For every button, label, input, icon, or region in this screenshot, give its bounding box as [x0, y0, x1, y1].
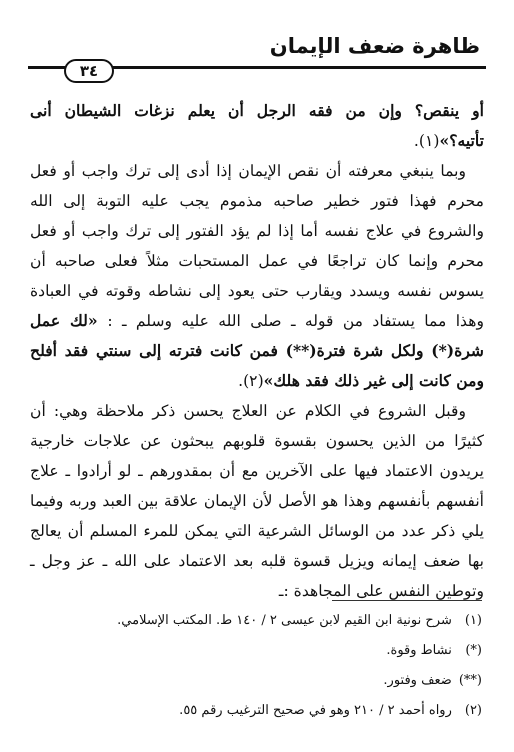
- paragraph-2: وبما ينبغي معرفته أن نقص الإيمان إذا أدى إلى ترك واجب أو فعل محرم فهذا فتور خطير صاحبه مذموم يجب عليه التوبة إلى الله والشروع في علاج نفسه أما إذا لم يؤد الفتور إلى ترك واجب أو فعل محرم وإنما كان تراجعًا في عمل المستحبات مثلاً فعلى صاحبه أن يسوس نفسه ويسدد ويقارب حتى يعود إلى نشاطه وقوته في العبادة وهذا مما يستفاد من قوله ـ صلى الله عليه وسلم ـ : «لك عمل شرة(*) ولكل شرة فترة(**) فمن كانت فترته إلى سنتي فقد أفلح ومن كانت إلى غير ذلك فقد هلك»(٢).: [30, 162, 484, 390]
- page-header: [28, 26, 486, 80]
- paragraph-1: أو ينقص؟ وإن من فقه الرجل أن يعلم نزغات الشيطان أنى تأتيه؟»(١).: [30, 101, 484, 150]
- page-number: ٣٤: [64, 59, 114, 83]
- footnote-rule: [332, 600, 482, 601]
- footnotes: [60, 600, 482, 731]
- footnote-text: رواه أحمد ٢ / ٢١٠ وهو في صحيح الترغيب رقم ٥٥.: [179, 703, 452, 718]
- footnote: [60, 701, 482, 721]
- footnote-mark: (٢): [464, 703, 482, 718]
- footnote-ref-2: (٢): [243, 372, 264, 390]
- footnote-mark: (**): [458, 673, 482, 688]
- paragraph-2-text: وبما ينبغي معرفته أن نقص الإيمان إذا أدى إلى ترك واجب أو فعل محرم فهذا فتور خطير صاحبه مذموم يجب عليه التوبة إلى الله والشروع في علاج نفسه أما إذا لم يؤد الفتور إلى ترك واجب أو فعل محرم وإنما كان تراجعًا في عمل المستحبات مثلاً فعلى صاحبه أن يسوس نفسه ويسدد ويقارب حتى يعود إلى نشاطه وقوته في العبادة وهذا مما يستفاد من قوله ـ صلى الله عليه وسلم ـ :: [30, 162, 484, 330]
- hadith-quote: «لك عمل شرة(*) ولكل شرة فترة(**) فمن كانت فترته إلى سنتي فقد أفلح ومن كانت إلى غير ذلك فقد هلك»: [30, 311, 484, 390]
- footnote: [60, 671, 482, 691]
- footnote-mark: (*): [465, 643, 482, 658]
- paragraph-3: وقبل الشروع في الكلام عن العلاج يحسن ذكر ملاحظة وهي: أن كثيرًا من الذين يحسون بقسوة قلوبهم يبحثون عن علاجات خارجية يريدون الاعتماد فيها على الآخرين مع أن بمقدورهم ـ لو أرادوا ـ علاج أنفسهم بأنفسهم وهذا هو الأصل لأن الإيمان علاقة بين العبد وربه وفيما يلي ذكر عدد من الوسائل الشرعية التي يمكن للمرء المسلم أن يعالج بها ضعف إيمانه ويزيل قسوة قلبه بعد الاعتماد على الله ـ عز وجل ـ وتوطين النفس على المجاهدة :ـ: [30, 402, 484, 600]
- footnote: [60, 641, 482, 661]
- paragraph-1-text: أو ينقص؟ وإن من فقه الرجل أن يعلم نزغات الشيطان أنى تأتيه؟»: [30, 101, 484, 150]
- running-title: ظاهرة ضعف الإيمان: [269, 34, 480, 58]
- footnote-text: نشاط وقوة.: [386, 643, 452, 658]
- footnote-ref-1: (١): [418, 132, 440, 150]
- footnote-text: ضعف وفتور.: [383, 673, 452, 688]
- main-text: [30, 96, 484, 606]
- footnote: [60, 611, 482, 631]
- footnote-text: شرح نونية ابن القيم لابن عيسى ٢ / ١٤٠ ط. المكتب الإسلامي.: [117, 613, 452, 628]
- footnote-mark: (١): [464, 613, 482, 628]
